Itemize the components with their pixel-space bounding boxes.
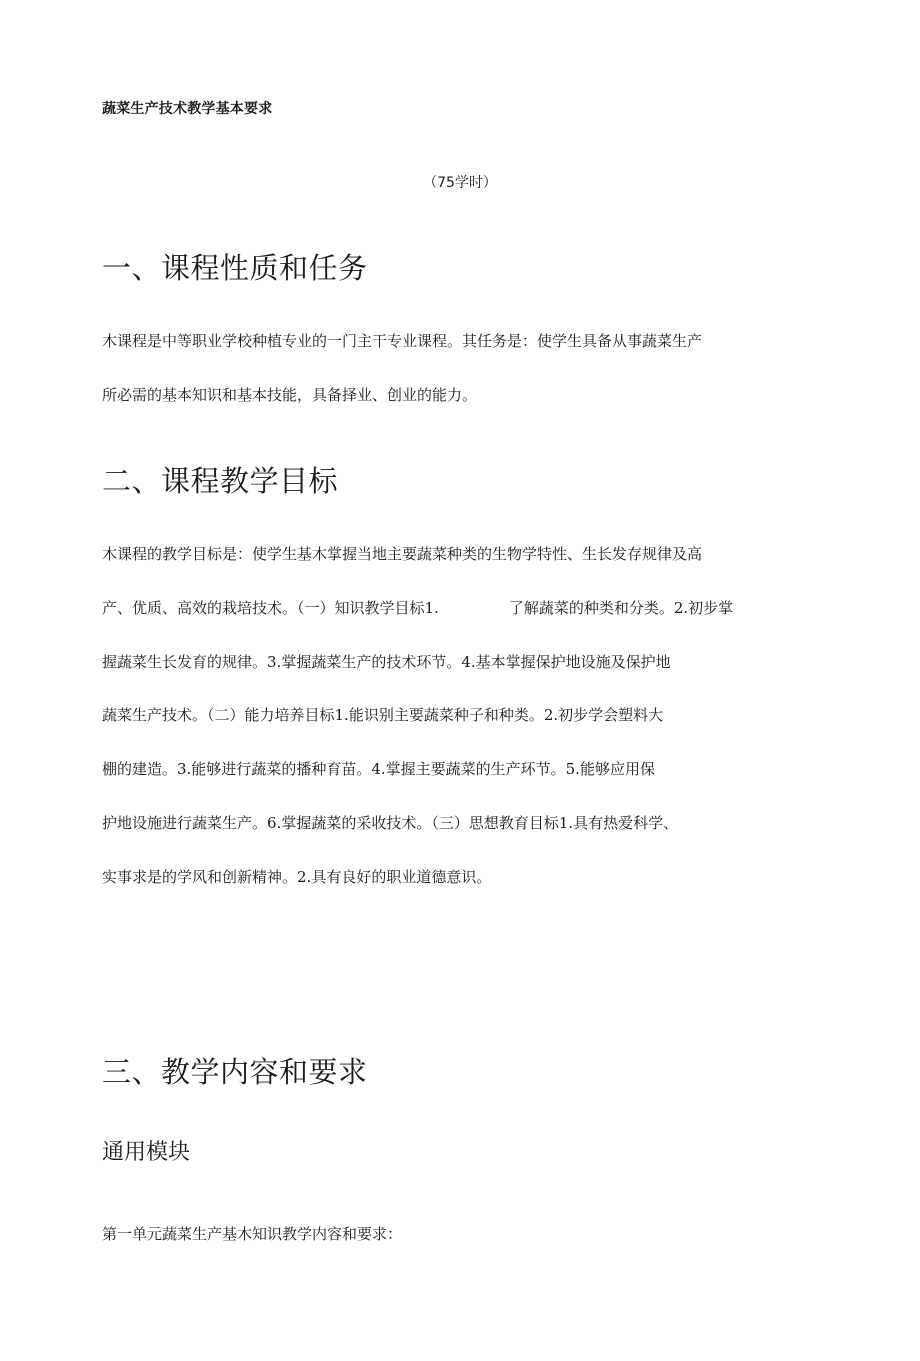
section-2-line-7: 实事求是的学风和创新精神。2.具有良好的职业道德意识。 — [102, 868, 492, 886]
section-3-subheading: 通用模块 — [102, 1140, 191, 1165]
course-hours: （75学时） — [423, 175, 497, 191]
section-2-line-4: 蔬菜生产技术。（二）能力培养目标1.能识别主要蔬菜种子和种类。2.初步学会塑料大 — [102, 706, 664, 724]
unit-1-line: 第一单元蔬菜生产基木知识教学内容和要求： — [102, 1225, 403, 1243]
section-1-heading: 一、课程性质和任务 — [102, 251, 368, 285]
section-2-heading: 二、课程教学目标 — [102, 464, 339, 498]
section-2-line-1: 木课程的教学目标是：使学生基木掌握当地主要蔬菜种类的生物学特性、生长发存规律及高 — [102, 545, 703, 563]
section-3-heading: 三、教学内容和要求 — [102, 1055, 368, 1089]
section-2-line-2-part-a: 产、优质、高效的栽培技术。（一）知识教学目标1. — [102, 599, 439, 617]
section-2-line-3: 握蔬菜生长发育的规律。3.掌握蔬菜生产的技术环节。4.基本掌握保护地设施及保护地 — [102, 653, 671, 671]
section-1-line-1: 木课程是中等职业学校种植专业的一门主干专业课程。其任务是：使学生具备从事蔬菜生产 — [102, 332, 703, 350]
section-2-line-5: 棚的建造。3.能够进行蔬菜的播种育苗。4.掌握主要蔬菜的生产环节。5.能够应用保 — [102, 760, 655, 778]
section-2-line-6: 护地设施进行蔬菜生产。6.掌握蔬菜的采收技术。（三）思想教育目标1.具有热爱科学、 — [102, 814, 679, 832]
section-2-line-2-part-b: 了解蔬菜的种类和分类。2.初步掌 — [508, 599, 734, 617]
document-title: 蔬菜生产技术教学基本要求 — [102, 101, 273, 117]
section-1-line-2: 所必需的基本知识和基本技能，具备择业、创业的能力。 — [102, 386, 478, 404]
section-2-line-2 — [102, 597, 733, 619]
